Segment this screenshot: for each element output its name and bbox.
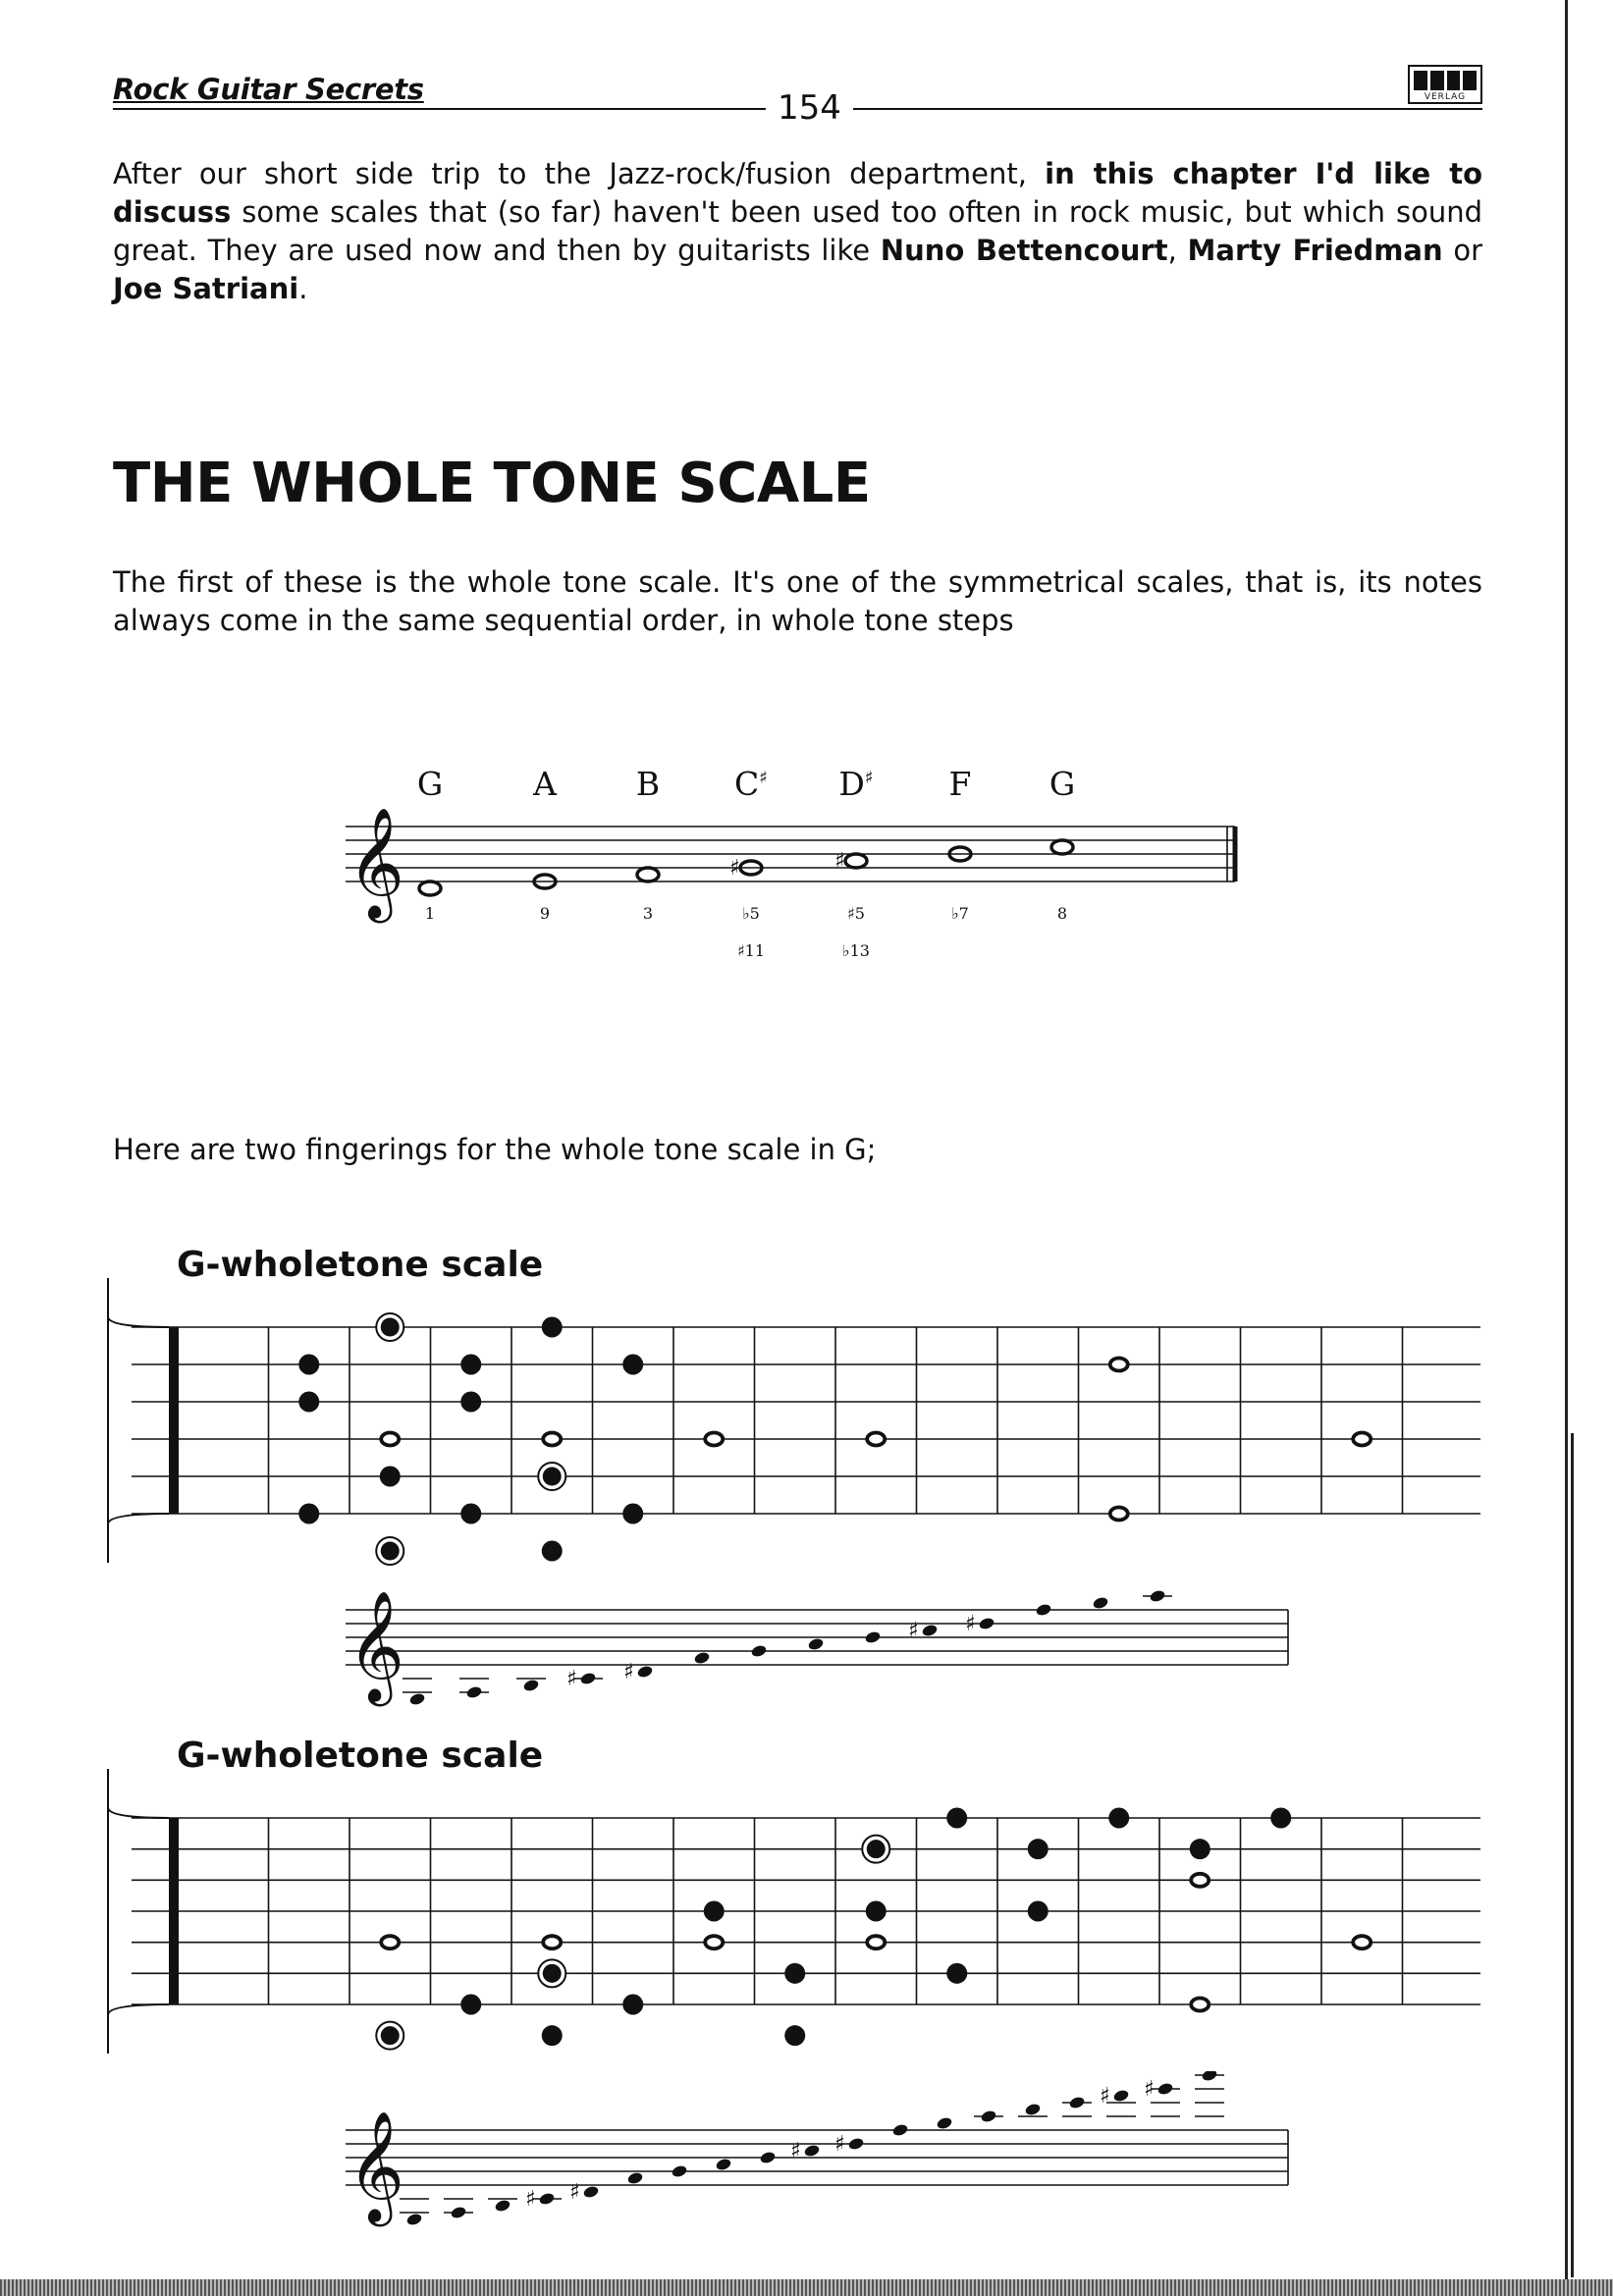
fingerings-intro: Here are two fingerings for the whole tone scale in G; xyxy=(113,1133,877,1166)
note-dot xyxy=(542,1317,563,1338)
note-dot xyxy=(784,1963,805,1984)
bracket-curve-top xyxy=(108,1808,169,1818)
sharp-accidental: ♯ xyxy=(834,849,845,874)
sharp-accidental: ♯ xyxy=(965,1612,976,1636)
open-note-marker xyxy=(705,1433,723,1446)
fretboard-1 xyxy=(108,1278,1480,1565)
sharp-accidental: ♯ xyxy=(569,2180,580,2205)
note-head xyxy=(626,2171,644,2186)
note-head xyxy=(978,1617,995,1631)
sharp-accidental: ♯ xyxy=(623,1660,634,1684)
note-head xyxy=(450,2206,467,2220)
note-head xyxy=(1035,1603,1052,1618)
note-dot xyxy=(1190,1839,1210,1859)
note-dot xyxy=(622,1504,643,1524)
sharp-accidental: ♯ xyxy=(525,2187,536,2212)
root-note-dot xyxy=(381,1318,400,1337)
note-head xyxy=(1149,1589,1166,1604)
note-dot xyxy=(542,1541,563,1562)
root-note-dot xyxy=(543,1468,562,1486)
nut xyxy=(169,1818,179,2004)
note-head xyxy=(921,1624,939,1638)
note-name-label: B xyxy=(635,766,661,803)
root-note-dot xyxy=(381,1542,400,1561)
treble-clef: 𝄞 xyxy=(348,2110,404,2222)
note-head xyxy=(936,2116,953,2131)
whole-note xyxy=(419,881,441,895)
note-dot xyxy=(1270,1808,1291,1829)
open-note-marker xyxy=(1353,1433,1371,1446)
note-head xyxy=(693,1651,711,1666)
note-head xyxy=(864,1630,882,1645)
note-head xyxy=(1112,2089,1130,2104)
open-note-marker xyxy=(1110,1359,1128,1371)
note-dot xyxy=(460,1504,481,1524)
note-dot xyxy=(704,1901,725,1922)
note-head xyxy=(465,1685,483,1700)
whole-note xyxy=(1051,840,1073,854)
root-note-dot xyxy=(543,1964,562,1983)
note-name-label: G xyxy=(416,766,444,803)
section-title: THE WHOLE TONE SCALE xyxy=(113,452,871,515)
note-head xyxy=(671,2164,688,2179)
note-head xyxy=(807,1637,825,1652)
note-dot xyxy=(298,1355,319,1375)
note-head xyxy=(759,2151,777,2165)
intro-paragraph: After our short side trip to the Jazz-rock/fusion department, in this chapter I'd like to discuss some scales that (so far) haven't been used too often in rock music, but which sound great. They are used now and then by guitarists like Nuno Bettencourt, Marty Friedman or Joe Satriani. xyxy=(113,157,1483,305)
sharp-superscript: ♯ xyxy=(759,768,768,788)
note-head xyxy=(891,2123,909,2138)
note-head xyxy=(405,2213,423,2227)
note-dot xyxy=(298,1504,319,1524)
note-name-label: F xyxy=(948,766,972,803)
staff-1-notes xyxy=(346,1589,1288,1707)
open-note-marker xyxy=(1191,1874,1209,1887)
interval-label: 3 xyxy=(642,904,654,923)
note-dot xyxy=(784,2025,805,2046)
sharp-accidental: ♯ xyxy=(834,2132,845,2157)
interval-label: ♭5 xyxy=(742,904,760,923)
page-edge xyxy=(1565,0,1568,2296)
sharp-accidental: ♯ xyxy=(1100,2084,1110,2109)
scale-notation xyxy=(334,766,1257,982)
note-head xyxy=(1092,1596,1109,1611)
note-name-label: D♯ xyxy=(838,766,874,803)
open-note-marker xyxy=(543,1936,561,1949)
note-head xyxy=(750,1644,768,1659)
note-head xyxy=(1068,2096,1086,2110)
note-dot xyxy=(1028,1839,1048,1859)
treble-clef: 𝄞 xyxy=(348,1590,404,1702)
note-dot xyxy=(380,1467,401,1487)
note-dot xyxy=(460,1995,481,2015)
publisher-logo xyxy=(1408,65,1482,104)
interval-label: 9 xyxy=(539,904,551,923)
interval-label: ♭7 xyxy=(951,904,969,923)
running-title: Rock Guitar Secrets xyxy=(113,73,424,106)
note-dot xyxy=(460,1355,481,1375)
note-name-label: A xyxy=(533,766,557,803)
sharp-superscript: ♯ xyxy=(864,768,874,788)
note-head xyxy=(1024,2103,1042,2117)
open-note-marker xyxy=(381,1433,399,1446)
note-dot xyxy=(460,1392,481,1413)
note-head xyxy=(538,2192,556,2207)
note-head xyxy=(636,1665,654,1680)
note-head xyxy=(582,2185,600,2200)
open-note-marker xyxy=(1110,1508,1128,1521)
note-dot xyxy=(1028,1901,1048,1922)
sharp-accidental: ♯ xyxy=(790,2139,801,2163)
note-head xyxy=(494,2199,511,2214)
staff-2 xyxy=(334,2071,1316,2228)
section-paragraph: The first of these is the whole tone scale. It's one of the symmetrical scales, that is, its notes always come in the same sequential order, in whole tone steps xyxy=(113,565,1482,637)
whole-note xyxy=(845,854,867,868)
open-note-marker xyxy=(543,1433,561,1446)
note-dot xyxy=(946,1963,967,1984)
staff-2-notes xyxy=(346,2071,1288,2227)
note-head xyxy=(522,1679,540,1693)
note-head xyxy=(847,2137,865,2152)
scan-edge xyxy=(0,2279,1613,2296)
note-dot xyxy=(1108,1808,1129,1829)
fretboard-diagram-2 xyxy=(98,1767,1492,2061)
page-number: 154 xyxy=(766,88,853,128)
note-dot xyxy=(298,1392,319,1413)
sharp-accidental: ♯ xyxy=(729,856,740,881)
note-head xyxy=(408,1692,426,1707)
sharp-accidental: ♯ xyxy=(908,1619,919,1643)
alt-interval-label: ♯11 xyxy=(736,941,766,960)
note-dot xyxy=(946,1808,967,1829)
interval-label: ♯5 xyxy=(847,904,865,923)
open-note-marker xyxy=(1353,1936,1371,1949)
interval-label: 8 xyxy=(1056,904,1068,923)
note-head xyxy=(1201,2071,1218,2082)
nut xyxy=(169,1327,179,1514)
fretboard-diagram-1 xyxy=(98,1276,1492,1571)
treble-clef: 𝄞 xyxy=(348,807,404,919)
whole-note xyxy=(637,868,659,881)
root-note-dot xyxy=(381,2026,400,2045)
page-edge-lower xyxy=(1571,1433,1574,2277)
open-note-marker xyxy=(705,1936,723,1949)
note-dot xyxy=(622,1995,643,2015)
sharp-accidental: ♯ xyxy=(566,1667,577,1691)
scale-staff xyxy=(346,766,1235,960)
bracket-curve-bottom xyxy=(108,2004,169,2014)
note-head xyxy=(579,1672,597,1686)
note-name-label: C♯ xyxy=(734,766,768,803)
note-head xyxy=(803,2144,821,2159)
note-dot xyxy=(866,1901,887,1922)
diagram-1-title: G-wholetone scale xyxy=(177,1245,544,1285)
note-head xyxy=(980,2109,997,2124)
note-head xyxy=(715,2158,732,2172)
interval-label: 1 xyxy=(424,904,436,923)
open-note-marker xyxy=(381,1936,399,1949)
sharp-accidental: ♯ xyxy=(1144,2077,1155,2102)
note-dot xyxy=(542,2025,563,2046)
fretboard-2 xyxy=(108,1769,1480,2054)
bracket-curve-bottom xyxy=(108,1514,169,1523)
open-note-marker xyxy=(867,1936,885,1949)
note-head xyxy=(1156,2082,1174,2097)
note-name-label: G xyxy=(1048,766,1076,803)
open-note-marker xyxy=(1191,1999,1209,2011)
bracket-curve-top xyxy=(108,1317,169,1327)
note-dot xyxy=(622,1355,643,1375)
alt-interval-label: ♭13 xyxy=(842,941,870,960)
logo-text: VERLAG xyxy=(1424,92,1467,102)
staff-1 xyxy=(334,1571,1316,1708)
diagram-2-title: G-wholetone scale xyxy=(177,1735,544,1776)
open-note-marker xyxy=(867,1433,885,1446)
root-note-dot xyxy=(867,1840,886,1858)
